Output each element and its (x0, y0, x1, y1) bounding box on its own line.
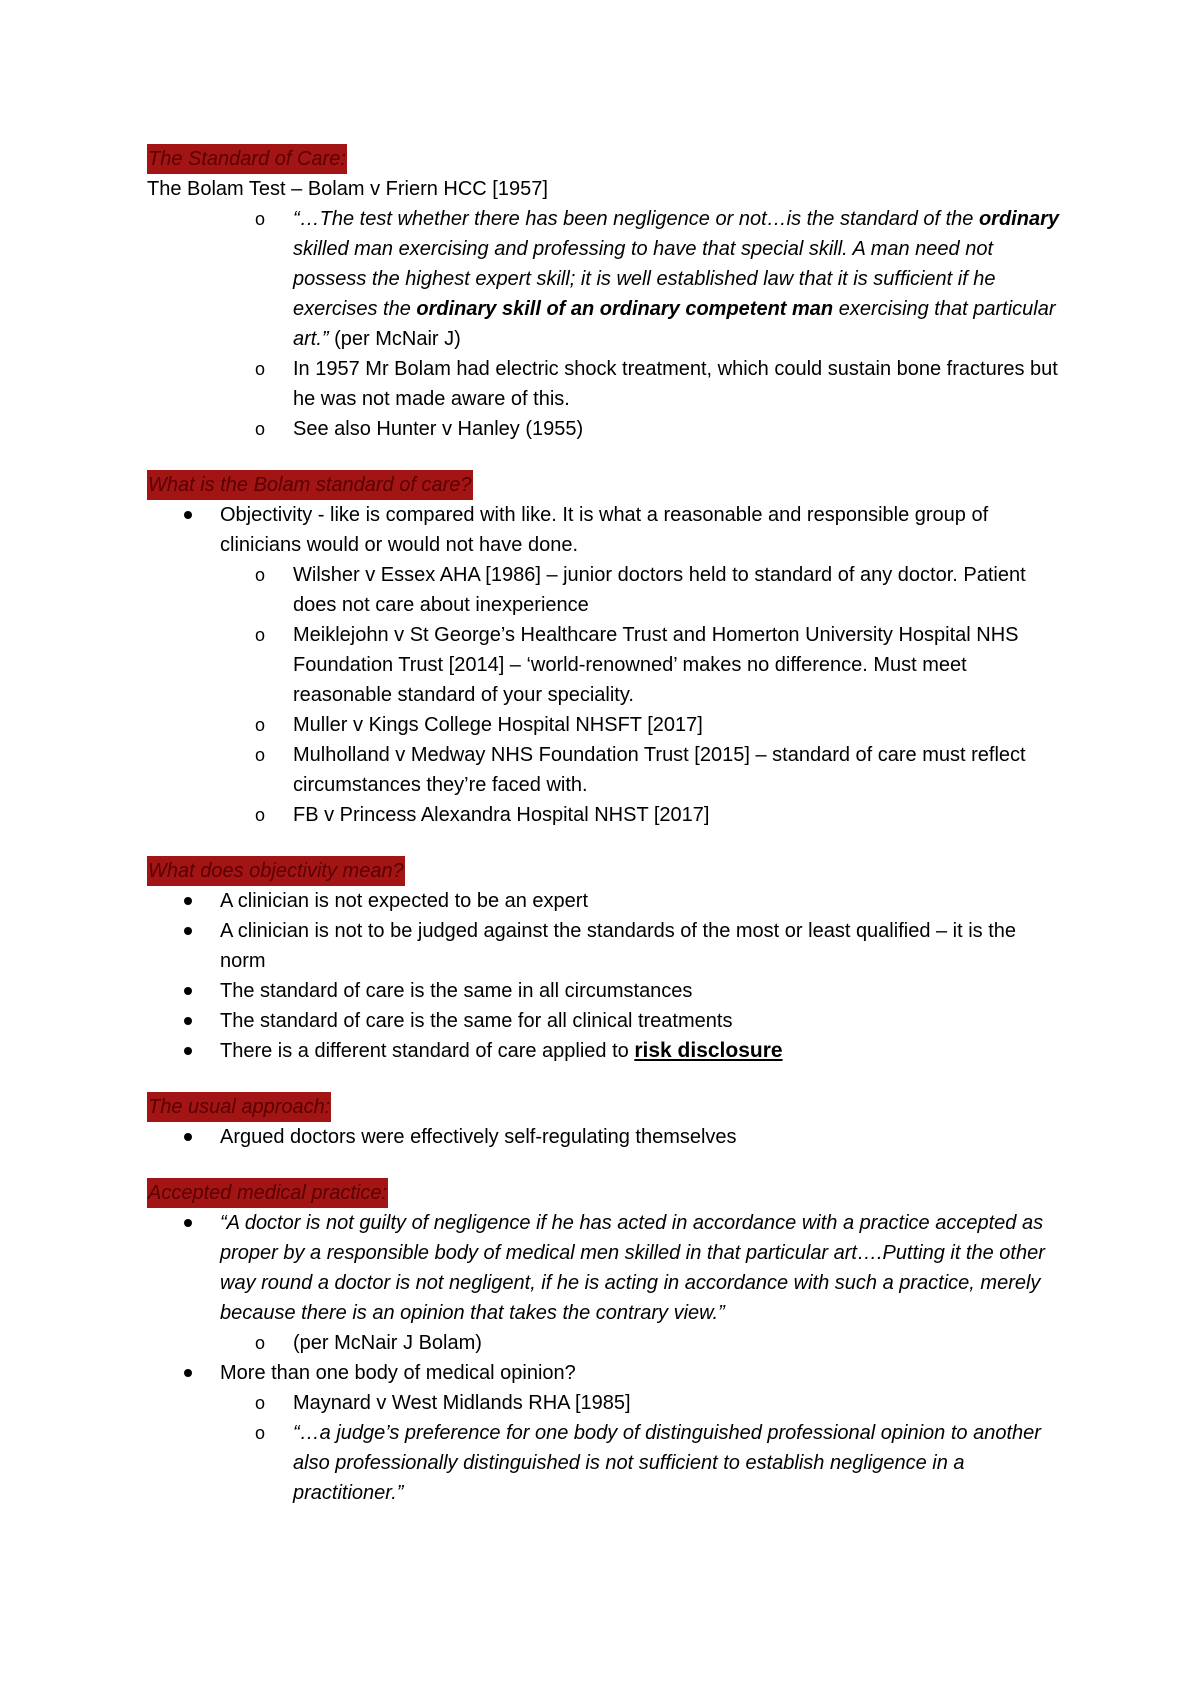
list-item: o FB v Princess Alexandra Hospital NHST [2017] (147, 800, 1067, 830)
bullet-icon (184, 511, 192, 519)
list-item: o “…The test whether there has been negligence or not…is the standard of the ordinary skilled man exercising and professing to have that special skill. A man need not possess the highest expert skill; it is well established law that it is sufficient if he exercises the ordinary skill of an ordinary competent man exercising that particular art.” (per McNair J) (147, 204, 1067, 354)
hollow-circle-icon: o (255, 419, 266, 439)
bullet-icon (184, 1369, 192, 1377)
bullet-icon (184, 987, 192, 995)
list-item: A clinician is not to be judged against the standards of the most or least qualified – it is the norm (147, 916, 1067, 976)
hollow-circle-icon: o (255, 1393, 266, 1413)
list-item: A clinician is not expected to be an expert (147, 886, 1067, 916)
heading-accepted-practice: Accepted medical practice: (147, 1178, 388, 1208)
bullet-icon (184, 927, 192, 935)
list-item: o Muller v Kings College Hospital NHSFT [2017] (147, 710, 1067, 740)
heading-bolam-standard: What is the Bolam standard of care? (147, 470, 473, 500)
risk-disclosure-link[interactable]: risk disclosure (634, 1039, 783, 1062)
hollow-circle-icon: o (255, 1423, 266, 1443)
list-item: Argued doctors were effectively self-regulating themselves (147, 1122, 1067, 1152)
list-item: The standard of care is the same for all clinical treatments (147, 1006, 1067, 1036)
list-item: o Maynard v West Midlands RHA [1985] (147, 1388, 1067, 1418)
usual-approach-list (147, 1122, 1067, 1152)
hollow-circle-icon: o (255, 745, 266, 765)
hollow-circle-icon: o (255, 565, 266, 585)
hollow-circle-icon: o (255, 805, 266, 825)
list-item: “A doctor is not guilty of negligence if he has acted in accordance with a practice accepted as proper by a responsible body of medical men skilled in that particular art….Putting it the other way round a doctor is not negligent, if he is acting in accordance with such a practice, merely because there is an opinion that takes the contrary view.” (147, 1208, 1067, 1328)
bullet-icon (184, 897, 192, 905)
bullet-icon (184, 1133, 192, 1141)
objectivity-list (147, 886, 1067, 1066)
heading-standard-of-care: The Standard of Care: (147, 144, 347, 174)
bolam-standard-list (147, 500, 1067, 830)
list-item: o Wilsher v Essex AHA [1986] – junior doctors held to standard of any doctor. Patient does not care about inexperience (147, 560, 1067, 620)
list-item: o Meiklejohn v St George’s Healthcare Trust and Homerton University Hospital NHS Foundation Trust [2014] – ‘world-renowned’ makes no difference. Must meet reasonable standard of your speciality. (147, 620, 1067, 710)
list-item: Objectivity - like is compared with like. It is what a reasonable and responsible group of clinicians would or would not have done. (147, 500, 1067, 560)
bullet-icon (184, 1017, 192, 1025)
heading-usual-approach: The usual approach: (147, 1092, 331, 1122)
hollow-circle-icon: o (255, 359, 266, 379)
hollow-circle-icon: o (255, 625, 266, 645)
accepted-practice-list (147, 1208, 1067, 1508)
list-item: The standard of care is the same in all circumstances (147, 976, 1067, 1006)
bullet-icon (184, 1219, 192, 1227)
bolam-test-intro: The Bolam Test – Bolam v Friern HCC [1957] (147, 178, 548, 200)
heading-objectivity: What does objectivity mean? (147, 856, 405, 886)
list-item: o See also Hunter v Hanley (1955) (147, 414, 1067, 444)
list-item: o “…a judge’s preference for one body of distinguished professional opinion to another also professionally distinguished is not sufficient to establish negligence in a practitioner.” (147, 1418, 1067, 1508)
bullet-icon (184, 1047, 192, 1055)
hollow-circle-icon: o (255, 1333, 266, 1353)
hollow-circle-icon: o (255, 715, 266, 735)
list-item: o (per McNair J Bolam) (147, 1328, 1067, 1358)
hollow-circle-icon: o (255, 209, 266, 229)
list-item: There is a different standard of care applied to risk disclosure (147, 1036, 1067, 1066)
document-page (147, 144, 1067, 1508)
list-item: More than one body of medical opinion? (147, 1358, 1067, 1388)
list-item: o In 1957 Mr Bolam had electric shock treatment, which could sustain bone fractures but he was not made aware of this. (147, 354, 1067, 414)
list-item: o Mulholland v Medway NHS Foundation Trust [2015] – standard of care must reflect circumstances they’re faced with. (147, 740, 1067, 800)
bolam-sublist (147, 204, 1067, 444)
